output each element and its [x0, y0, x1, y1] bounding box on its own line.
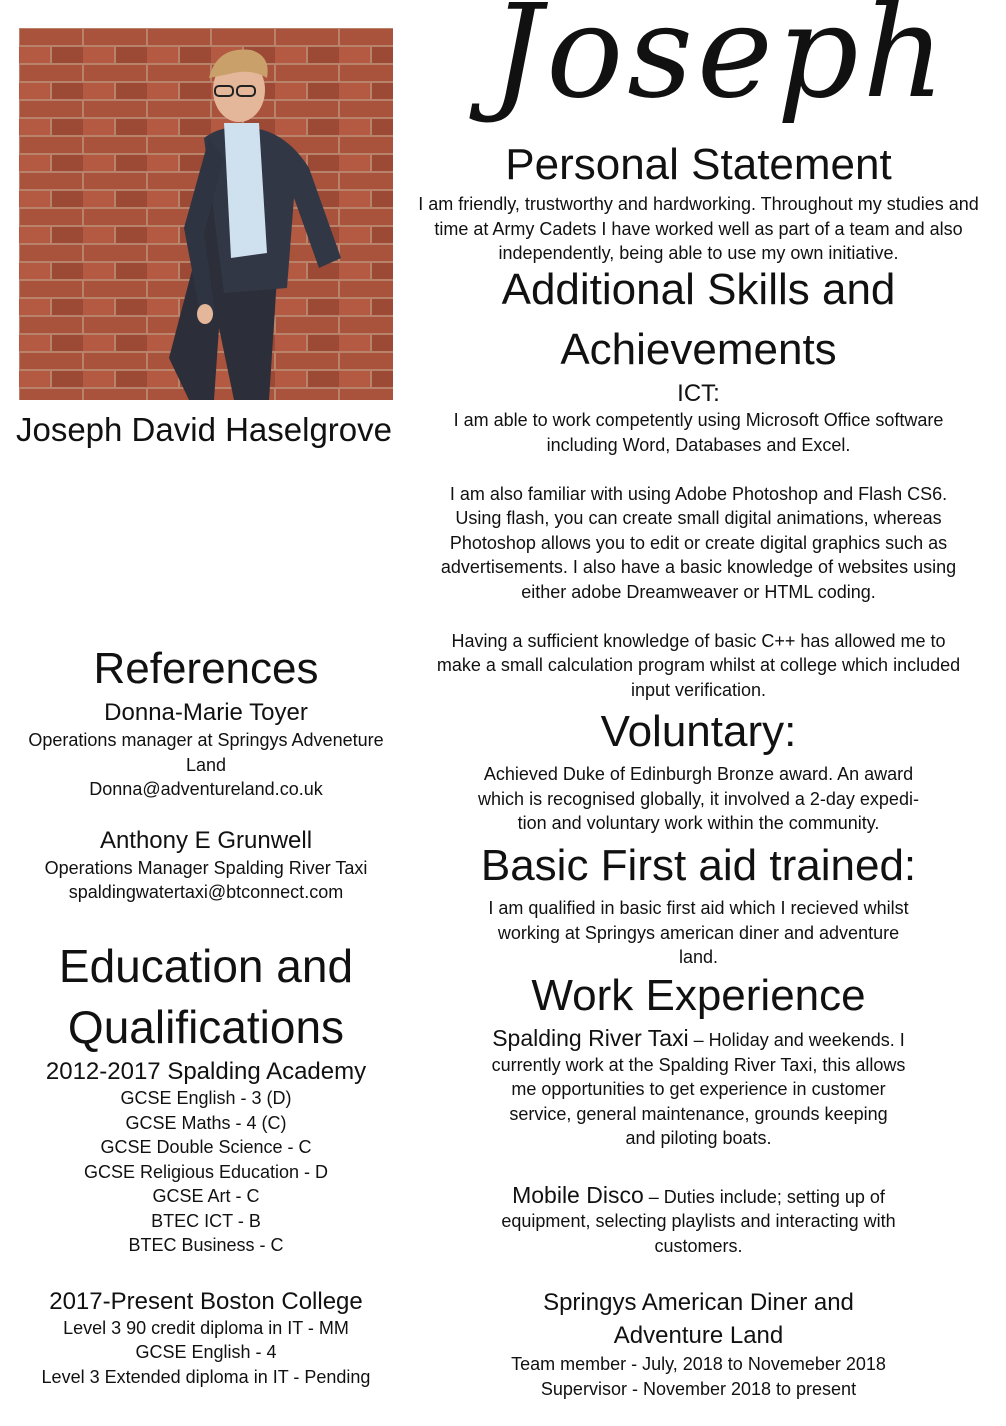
profile-photo	[19, 28, 393, 400]
job-title: Adventure Land	[613, 1322, 784, 1349]
ict-label: ICT:	[677, 380, 720, 407]
reference-name: Anthony E Grunwell	[99, 826, 313, 854]
skills-text: Having a sufficient knowledge of basic C++ has allowed me to	[451, 630, 946, 651]
job-description: – Holiday and weekends. I	[688, 1030, 905, 1050]
reference-email: Donna@adventureland.co.uk	[89, 779, 323, 799]
education-heading-line2: Qualifications	[67, 1001, 345, 1053]
first-aid-section	[396, 836, 1001, 970]
first-name-title: Joseph	[490, 0, 950, 127]
qualification-item: GCSE Double Science - C	[100, 1137, 312, 1157]
job-description: currently work at the Spalding River Taxi, this allows	[491, 1054, 906, 1075]
first-aid-text: I am qualified in basic first aid which I recieved whilst	[488, 898, 909, 918]
skills-text: I am able to work competently using Microsoft Office software	[453, 410, 944, 430]
skills-text: Using flash, you can create small digital animations, whereas	[455, 508, 942, 528]
school-name: 2012-2017 Spalding Academy	[45, 1058, 367, 1085]
first-aid-text: working at Springys american diner and adventure	[497, 922, 900, 943]
job-description: and piloting boats.	[625, 1128, 772, 1148]
qualification-item: BTEC ICT - B	[151, 1210, 261, 1231]
skills-text: I am also familiar with using Adobe Photoshop and Flash CS6.	[449, 483, 948, 504]
reference-role: Operations Manager Spalding River Taxi	[44, 857, 368, 878]
school-name: 2017-Present Boston College	[49, 1287, 363, 1315]
education-section	[6, 936, 406, 1389]
voluntary-text: tion and voluntary work within the community.	[517, 813, 880, 833]
skills-section	[396, 260, 1001, 702]
job-description: equipment, selecting playlists and interacting with	[501, 1211, 896, 1231]
first-aid-heading: Basic First aid trained:	[480, 841, 917, 890]
qualification-item: GCSE English - 4	[135, 1342, 277, 1362]
work-heading: Work Experience	[531, 971, 866, 1020]
education-heading-line1: Education and	[58, 940, 354, 992]
voluntary-heading: Voluntary:	[600, 707, 797, 756]
job-title: Mobile Disco	[512, 1181, 644, 1208]
work-experience-section	[396, 966, 1001, 1401]
full-name: Joseph David Haselgrove	[15, 411, 393, 448]
voluntary-section	[396, 702, 1001, 836]
voluntary-text: which is recognised globally, it involved a 2-day expedi-	[478, 788, 919, 809]
skills-text: make a small calculation program whilst at college which included	[436, 655, 961, 675]
skills-text: advertisements. I also have a basic knowledge of websites using	[440, 557, 957, 577]
job-description: me opportunities to get experience in customer	[511, 1079, 886, 1099]
qualification-item: GCSE Art - C	[152, 1186, 260, 1206]
qualification-item: GCSE English - 3 (D)	[120, 1088, 292, 1108]
qualification-item: BTEC Business - C	[128, 1235, 284, 1255]
personal-statement-line: time at Army Cadets I have worked well as part of a team and also	[434, 218, 963, 239]
job-entry	[396, 1026, 1001, 1053]
personal-statement-line: I am friendly, trustworthy and hardworking. Throughout my studies and	[418, 194, 979, 214]
job-description: service, general maintenance, grounds keeping	[509, 1103, 888, 1124]
qualification-item: GCSE Maths - 4 (C)	[125, 1112, 287, 1133]
skills-heading-line1: Additional Skills and	[501, 265, 896, 314]
job-description: customers.	[654, 1235, 743, 1256]
references-section	[6, 640, 406, 905]
personal-statement-line: independently, being able to use my own initiative.	[498, 243, 899, 263]
job-entry	[396, 1183, 1001, 1210]
qualification-item: Level 3 Extended diploma in IT - Pending	[41, 1366, 371, 1387]
reference-email: spaldingwatertaxi@btconnect.com	[68, 882, 344, 902]
job-description: – Duties include; setting up of	[643, 1186, 885, 1207]
personal-statement-heading: Personal Statement	[505, 140, 892, 189]
qualification-item: GCSE Religious Education - D	[83, 1161, 329, 1182]
reference-role: Land	[185, 754, 227, 775]
references-heading: References	[93, 644, 319, 693]
skills-heading-line2: Achievements	[560, 325, 837, 374]
job-title: Springys American Diner and	[543, 1289, 854, 1316]
job-title: Spalding River Taxi	[492, 1025, 689, 1051]
job-description: Supervisor - November 2018 to present	[540, 1378, 857, 1399]
personal-statement-section	[396, 138, 1001, 266]
qualification-item: Level 3 90 credit diploma in IT - MM	[63, 1317, 349, 1338]
reference-name: Donna-Marie Toyer	[104, 699, 308, 726]
skills-text: Photoshop allows you to edit or create digital graphics such as	[449, 532, 948, 553]
skills-text: including Word, Databases and Excel.	[546, 434, 851, 455]
job-description: Team member - July, 2018 to Novemeber 2018	[511, 1354, 886, 1374]
skills-text: input verification.	[630, 679, 767, 700]
skills-text: either adobe Dreamweaver or HTML coding.	[521, 581, 876, 602]
first-aid-text: land.	[678, 947, 719, 967]
voluntary-text: Achieved Duke of Edinburgh Bronze award. An award	[483, 764, 914, 784]
reference-role: Operations manager at Springys Adveneture	[28, 730, 384, 750]
